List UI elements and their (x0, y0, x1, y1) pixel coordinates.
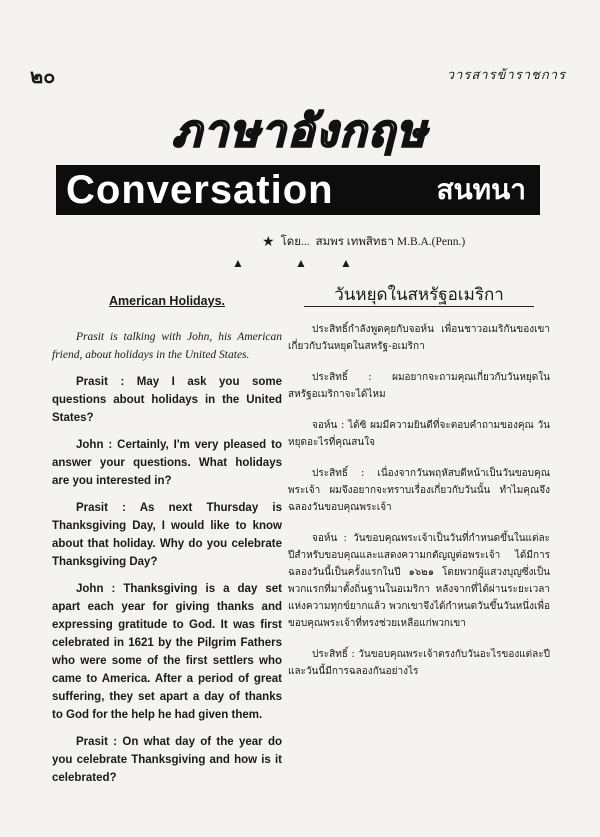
english-column (52, 288, 282, 796)
triangle-icon: ▲ (340, 256, 352, 270)
thai-paragraph: ประสิทธิ์กำลังพูดคุยกับจอห์น เพื่อนชาวอเมริกันของเขา เกี่ยวกับวันหยุดในสหรัฐ-อเมริกา (288, 324, 550, 352)
triangle-icon: ▲ (232, 256, 244, 270)
english-paragraph: Prasit is talking with John, his American friend, about holidays in the United States. (52, 331, 282, 361)
thai-paragraph: ประสิทธิ์ : วันขอบคุณพระเจ้าตรงกับวันอะไรของแต่ละปี และวันนี้มีการฉลองกันอย่างไร (288, 649, 550, 677)
english-paragraph: John : Thanksgiving is a day set apart each year for giving thanks and expressing gratitude to God. It was first celebrated in 1621 by the Pilgrim Fathers who were some of the first settlers who came to America. After a period of great suffering, they set apart a day of thanks to God for the help he had given them. (52, 583, 282, 721)
english-paragraph: John : Certainly, I'm very pleased to answer your questions. What holidays are you interested in? (52, 439, 282, 487)
thai-paragraph: ประสิทธิ์ : ผมอยากจะถามคุณเกี่ยวกับวันหยุดในสหรัฐอเมริกาจะได้ไหม (288, 372, 550, 400)
running-header: วารสารข้าราชการ (446, 67, 566, 82)
thai-paragraph: จอห์น : ได้ซิ ผมมีความยินดีที่จะตอบคำถามของคุณ วันหยุดอะไรที่คุณสนใจ (288, 420, 550, 448)
byline-author: สมพร เทพสิทธา M.B.A.(Penn.) (315, 236, 466, 248)
conversation-banner (56, 165, 540, 215)
english-paragraph: Prasit : On what day of the year do you celebrate Thanksgiving and how is it celebrated? (52, 736, 282, 784)
byline (262, 233, 465, 251)
english-heading: American Holidays. (108, 294, 225, 308)
page-number: ๒๐ (30, 66, 56, 88)
thai-paragraph: จอห์น : วันขอบคุณพระเจ้าเป็นวันที่กำหนดขึ้นในแต่ละปีสำหรับขอบคุณและแสดงความกตัญญูต่อพระเจ้า ได้มีการฉลองวันนี้เป็นครั้งแรกในปี ๑๖๒๑ โดยพวกผู้แสวงบุญซึ่งเป็นพวกแรกที่มาตั้งถิ่นฐานในอเมริกา หลังจากที่ได้ผ่านระยะเวลาแห่งความทุกข์ยากแล้ว พวกเขาจึงได้กำหนดวันขึ้นวันหนึ่งเพื่อขอบคุณพระเจ้าที่ทรงช่วยเหลือแก่พวกเขา (288, 533, 550, 629)
banner-thai-title: สนทนา (436, 173, 526, 206)
thai-heading: วันหยุดในสหรัฐอเมริกา (304, 286, 534, 307)
thai-paragraph: ประสิทธิ์ : เนื่องจากวันพฤหัสบดีหน้าเป็นวันขอบคุณพระเจ้า ผมจึงอยากจะทราบเรื่องเกี่ยวกับวันนั้น ทำไมคุณจึงฉลองวันขอบคุณพระเจ้า (288, 468, 550, 513)
thai-title: ภาษาอังกฤษ (172, 106, 428, 157)
english-paragraph: Prasit : As next Thursday is Thanksgiving Day, I would like to know about that holiday. Why do you celebrate Thanksgiving Day? (52, 502, 282, 568)
star-icon: ★ (262, 234, 275, 250)
byline-by: โดย... (280, 236, 310, 248)
thai-column (288, 285, 550, 694)
english-paragraph: Prasit : May I ask you some questions about holidays in the United States? (52, 376, 282, 424)
triangle-icon: ▲ (295, 256, 307, 270)
banner-english-title: Conversation (66, 167, 334, 212)
